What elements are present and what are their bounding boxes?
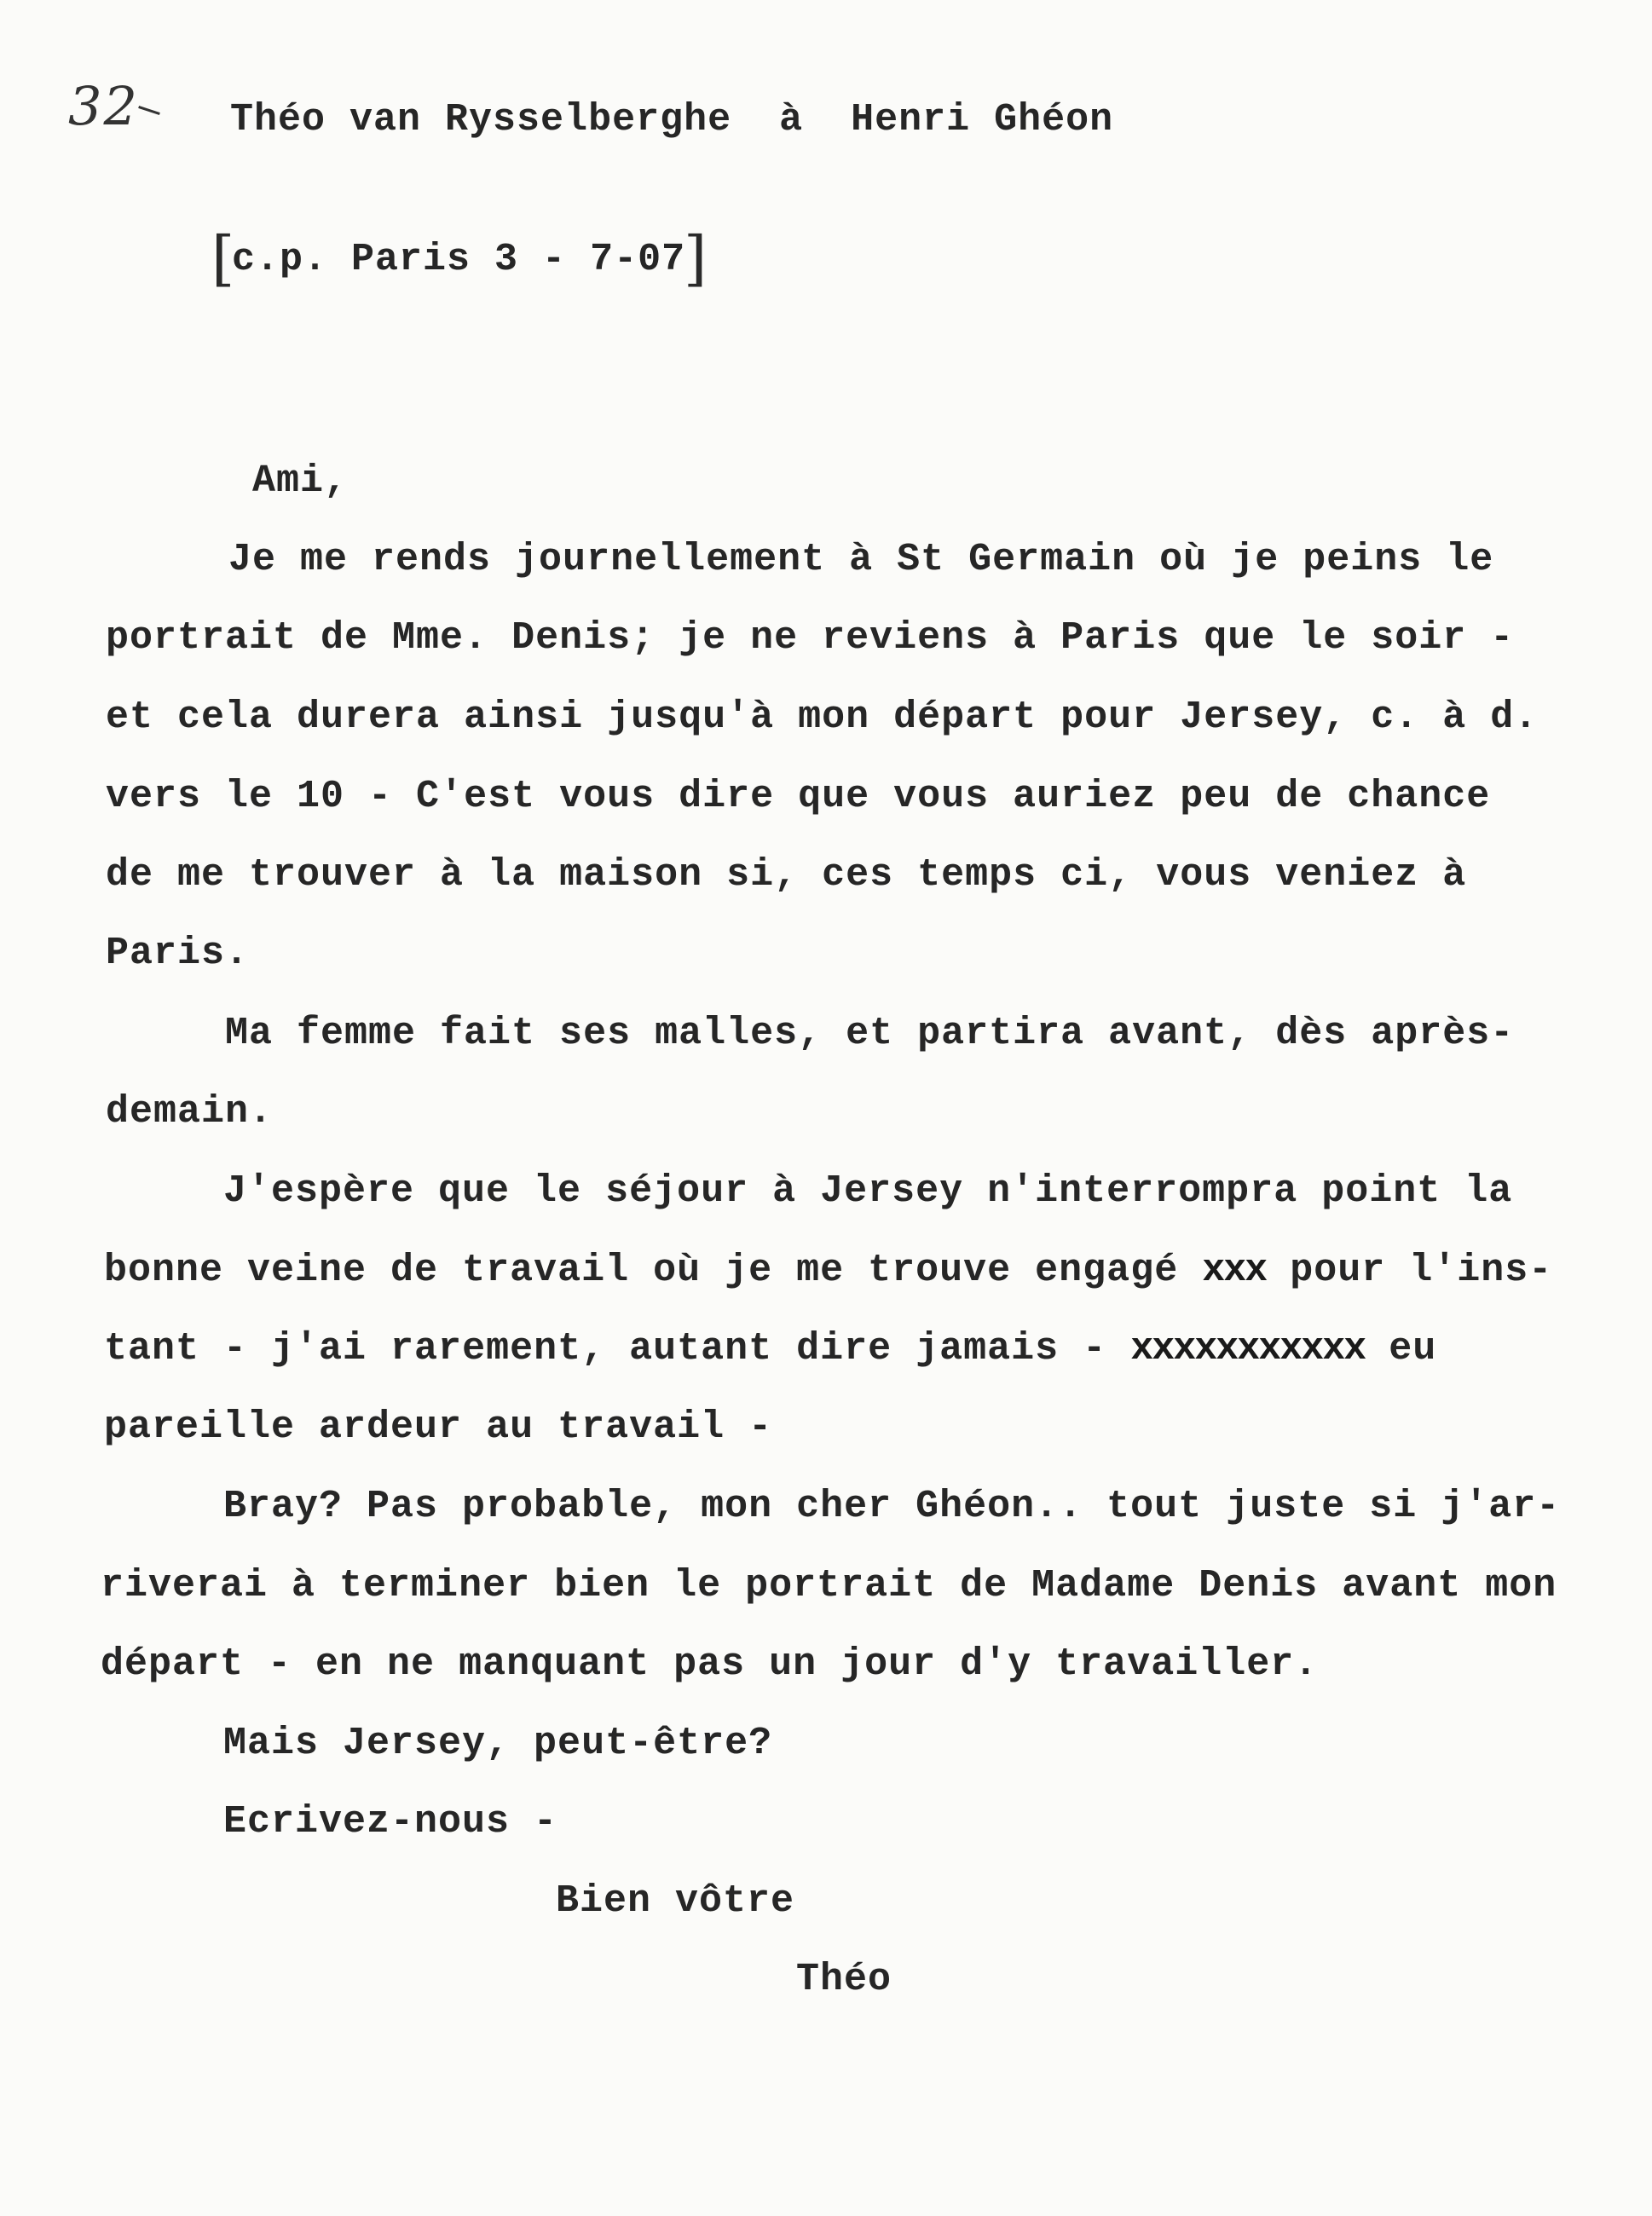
letter-dateline: c.p. Paris 3 - 7-07 — [232, 238, 686, 281]
body-line-6: Paris. — [106, 932, 250, 975]
body-line-5: de me trouver à la maison si, ces temps ci, vous veniez à — [106, 853, 1467, 897]
body-line-12: pareille ardeur au travail - — [104, 1405, 773, 1449]
body-line-11 — [104, 1328, 1436, 1371]
body-line-3: et cela durera ainsi jusqu'à mon départ pour Jersey, c. à d. — [106, 695, 1539, 739]
body-line-15: départ - en ne manquant pas un jour d'y travailler. — [101, 1642, 1319, 1686]
body-line-11-tail: eu — [1365, 1327, 1437, 1371]
body-line-13: Bray? Pas probable, mon cher Ghéon.. tout juste si j'ar- — [223, 1485, 1561, 1528]
body-line-7: Ma femme fait ses malles, et partira avant, dès après- — [225, 1012, 1515, 1055]
body-line-9: J'espère que le séjour à Jersey n'interrompra point la — [223, 1169, 1513, 1213]
body-line-16: Mais Jersey, peut-être? — [223, 1722, 773, 1765]
body-line-8: demain. — [106, 1090, 274, 1134]
letter-heading: Théo van Rysselberghe à Henri Ghéon — [230, 98, 1114, 141]
body-line-2: portrait de Mme. Denis; je ne reviens à Paris que le soir - — [106, 616, 1515, 660]
signature: Théo — [796, 1958, 892, 2001]
body-line-10-text: bonne veine de travail où je me trouve engagé — [104, 1249, 1203, 1292]
body-line-17: Ecrivez-nous - — [223, 1800, 558, 1844]
body-line-10-tail: pour l'ins- — [1266, 1249, 1553, 1292]
body-line-4: vers le 10 - C'est vous dire que vous auriez peu de chance — [106, 775, 1491, 818]
body-line-10 — [104, 1249, 1552, 1292]
struck-word-1: xxx — [1202, 1249, 1267, 1292]
body-line-14: riverai à terminer bien le portrait de Madame Denis avant mon — [101, 1564, 1557, 1607]
bracket-open: [ — [211, 223, 235, 293]
salutation: Ami, — [252, 459, 349, 503]
struck-word-2: xxxxxxxxxxx — [1130, 1327, 1366, 1371]
body-line-11-text: tant - j'ai rarement, autant dire jamais - — [104, 1327, 1131, 1371]
closing: Bien vôtre — [556, 1879, 795, 1923]
bracket-close: ] — [684, 223, 708, 293]
page-number: 32 — [68, 75, 139, 137]
body-line-1: Je me rends journellement à St Germain où je peins le — [228, 538, 1494, 581]
page-number-flourish — [138, 106, 160, 115]
